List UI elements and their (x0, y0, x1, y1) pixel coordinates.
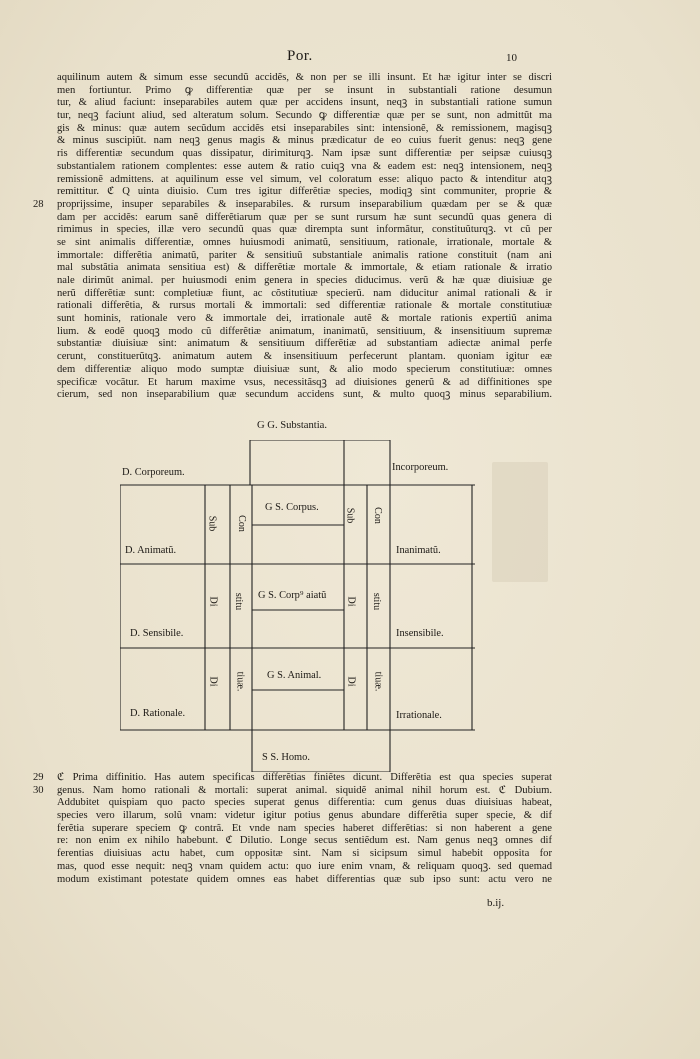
text-line: rationali differẽtia, & rursus mortali & immortali: sed differentiæ rationale & mortale constitutiuæ (57, 300, 552, 312)
diagram-vertical-label: stitu (233, 592, 245, 611)
page-header (0, 48, 700, 68)
diagram-vertical-label: tiuæ. (372, 671, 384, 692)
text-line: ferẽtia superare speciem ꝙ contrã. Et vnde nam species haberet differẽtias: si non haberent a gene (57, 822, 552, 834)
text-line: genus. Nam homo rationali & mortali: superat animal. siquidẽ animal nihil horum est. ℭ Dubium. (57, 784, 552, 796)
text-line: mal substãtia animata sensitiua est) & differẽtiæ mortale & immortale, & etiam rationale & irratio (57, 262, 552, 274)
diagram-vertical-label: Di (345, 596, 357, 607)
diagram-vertical-label: tiuæ. (234, 671, 246, 692)
margin-number: 28 (33, 199, 44, 210)
porphyry-tree-diagram (120, 440, 475, 772)
diagram-right-label: Incorporeum. (392, 462, 449, 473)
text-line: tur, neqꝫ faciunt aliud, sed alteratum solum. Secundo ꝙ differentiæ quæ per se sunt, non admittũt ma (57, 110, 552, 122)
diagram-left-label: D. Sensibile. (130, 628, 184, 639)
text-line: mas, quod esse nequit: neqꝫ vnam quidem actu: quo iure enim vnam, & reliquam quoqꝫ. sed quemad (57, 860, 552, 872)
upper-text-block (57, 72, 552, 402)
text-line: dem differentiæ aliquo modo sumptæ diuisiuæ sunt, & alio modo specierum constitutiuæ: omnes (57, 363, 552, 375)
text-line: gis & minus: quæ autem secũdum accidẽs etsi inseparabiles sint: intensionẽ, & remissionem, magisqꝫ (57, 122, 552, 134)
text-line: Addubitet quispiam quo pacto species superat genus differentia: cum genus duas diuisiuas habeat, (57, 797, 552, 809)
text-line: nale dirimũt animal. per huiusmodi enim genera in species diducimus. verũ & hæ quæ diuisiuæ ge (57, 275, 552, 286)
diagram-right-label: Insensibile. (396, 628, 444, 639)
diagram-left-label: D. Rationale. (130, 708, 186, 719)
text-line: dam per accidẽs: earum sanẽ differẽtiarum quæ per se sunt rursum hæ sunt secundũ quas genera di (57, 211, 552, 223)
diagram-vertical-label: Con (371, 507, 383, 524)
diagram-caption: G G. Substantia. (257, 420, 328, 431)
diagram-vertical-label: Di (345, 676, 357, 687)
text-line: rimimus in species, illæ vero secundũ quas quæ dirempta sunt informãtur, constituũturqꝫ. vt cũ per (57, 224, 552, 236)
text-line: substantiæ diuisiuæ sint: animatum & sensitiuum differẽtiæ ad substantiam adiectæ animal perfe (57, 338, 552, 350)
text-line: cierum, sed non inseparabilium quæ secundum accidens sunt, & multo quoqꝫ minus separabilium. (57, 389, 552, 401)
diagram-right-label: Inanimatũ. (396, 545, 441, 556)
text-line: substantialem rationem complentes: esse autem & ratio cuiqꝫ vna & eadem est: neqꝫ intensionem, neqꝫ (57, 160, 552, 172)
diagram-right-label: Irrationale. (396, 710, 442, 721)
diagram-vertical-label: Con (235, 515, 247, 532)
diagram-center-label: G S. Corp⁹ aiatũ (258, 590, 327, 601)
text-line: remittitur. ℭ Q uinta diuisio. Cum tres igitur differẽtiæ species, modiqꝫ sint communiter, proprie & (57, 186, 552, 198)
text-line: modum existimant potestate quidem omnes eas habet differentias quæ sub ipso sunt: actu vero ne (57, 873, 552, 885)
folio-number: 10 (506, 52, 517, 64)
diagram-vertical-label: Sub (344, 507, 356, 524)
text-line: cerunt, constituerũtqꝫ. animatum autem & insensitiuum perfecerunt plantam. quoniam igitur eæ (57, 351, 552, 363)
text-line: species vero illarum, solũ vnam: videtur igitur potius genus abundare differẽtia super specie, & dif (57, 810, 552, 822)
text-line: men fortiuntur. Primo ꝙ differentiæ quæ per se insunt in substantiali ratione desumun (57, 84, 552, 96)
diagram-vertical-label: Sub (206, 515, 218, 532)
diagram-vertical-label: Di (207, 676, 219, 687)
lower-text-block (57, 772, 552, 886)
text-line: nerũ differẽtiæ sunt: completiuæ fiunt, ac cõstitutiuæ specierũ. nam diducitur animal rationali & ir (57, 287, 552, 299)
diagram-left-label: D. Corporeum. (122, 467, 185, 478)
running-head: Por. (287, 48, 313, 64)
text-line: re: non enim ex nihilo habebunt. ℭ Dilutio. Longe secus sentiẽdum est. Nam genus neqꝫ omnes dif (57, 835, 552, 847)
diagram-center-label: S S. Homo. (262, 752, 310, 763)
text-line: ferentias diuisiuas actu habet, cum oppositæ sint. Nam si sicipsum simul habebit opposita for (57, 848, 552, 860)
text-line: lium. & eodẽ quoqꝫ modo cũ differẽtiæ animatum, inanimatũ, sensitiuum, & insensitiuum supremæ (57, 325, 552, 337)
text-line: specificæ vocãtur. Et harum maxime vsus, necessitãsqꝫ ad diuisiones generũ & ad diffinitiones spe (57, 376, 552, 388)
diagram-vertical-label: Di (207, 596, 219, 607)
text-line: immortale: differẽtia animatũ, pariter & sensitiuũ substantiale animalis ratione constituit (nam ani (57, 249, 552, 261)
margin-number: 29 (33, 772, 44, 783)
diagram-frame-lines (120, 440, 475, 772)
text-line: & minus suscipiũt. nam neqꝫ genus magis & minus prædicatur de eo cuius fuerit genus: neqꝫ gene (57, 135, 552, 147)
diagram-center-label: G S. Animal. (267, 670, 322, 681)
signature-mark: b.ij. (487, 897, 505, 909)
diagram-left-label: D. Animatũ. (125, 545, 177, 556)
text-line: sunt hominis, rationale vero & immortale dei, irrationale autẽ & mortale rationis expertiũ anima (57, 313, 552, 325)
text-line: se sint animalis differentiæ, omnes huiusmodi animatũ, sensitiuum, rationale, irrationale, mortale & (57, 236, 552, 248)
text-line: ℭ Prima diffinitio. Has autem specificas differẽtias finiẽtes dicunt. Differẽtia est qua species superat (57, 772, 552, 783)
text-line: ris differentiæ secundum quas dissipatur, dirimiturqꝫ. Nam ipsæ sunt differentiæ per seipsæ cuiusqꝫ (57, 148, 552, 160)
diagram-vertical-label: stitu (371, 592, 383, 611)
bleed-through-woodcut (492, 462, 548, 582)
text-line: proprijssime, insuper separabiles & inseparabiles. & rursum inseparabilium quædam per se & quæ (57, 198, 552, 210)
margin-number: 30 (33, 785, 44, 796)
text-line: aquilinum autem & simum esse secundũ accidẽs, & non per se illi insunt. Et hæ igitur inter se discri (57, 72, 552, 83)
text-line: tur, & aliud faciunt: inseparabiles autem quæ per accidens insunt, neqꝫ in substantiali ratione sumun (57, 97, 552, 109)
diagram-center-label: G S. Corpus. (265, 502, 319, 513)
text-line: remissionẽ admittens. at aquilinum esse vel simum, vel coloratum esse: aliquo pacto & intenditur atqꝫ (57, 173, 552, 185)
